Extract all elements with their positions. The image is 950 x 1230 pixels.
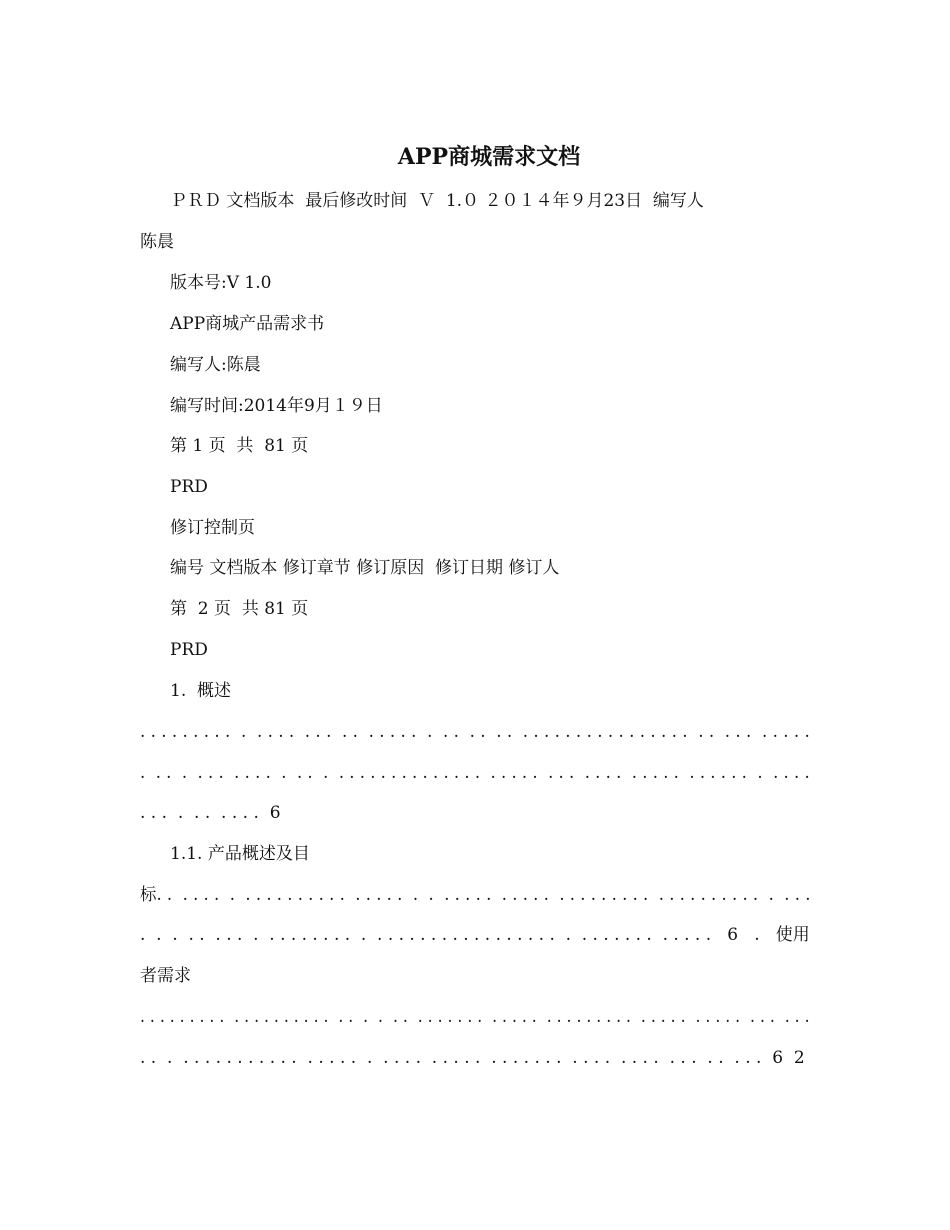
- author-line: 陈晨: [140, 232, 174, 252]
- page-number-line: 第 1 页 共 81 页: [170, 436, 309, 456]
- toc-item: 者需求: [140, 966, 191, 986]
- toc-leader: . . . . . . . . . . . . . . . . . . . . . . . . . . . . . . . . . . . . . . . . . . . . . . . . . . . . . . . . .: [140, 763, 810, 783]
- toc-leader: . . . . . . . . . . . . . . . . . . . . . . . . . . . . . . . . . . . . . . . . . . . . . . . . . . . . 6 2: [140, 1048, 805, 1068]
- toc-heading: 1. 概述: [170, 681, 232, 701]
- toc-subheading: 1.1. 产品概述及目: [170, 844, 310, 864]
- revision-page-heading: 修订控制页: [170, 518, 255, 538]
- doc-name-line: APP商城产品需求书: [170, 314, 325, 334]
- prd-label: PRD: [170, 640, 208, 660]
- version-line: 版本号:V 1.0: [170, 273, 272, 293]
- document-title: APP商城需求文档: [397, 144, 581, 170]
- toc-leader: . . . . . . . . . . . . . . . . . . . . . . . . . . . . . . . . . . . . . . . . . . . . . . . . 6 . 使用: [140, 925, 810, 945]
- page-number-line: 第 2 页 共 81 页: [170, 599, 309, 619]
- write-time-line: 编写时间:2014年9月１９日: [170, 396, 383, 416]
- toc-leader: . . . . . . . . . . . . . . . . . . . . . . . . . . . . . . . . . . . . . . . . . . . . . . . . . . . . . . . . .: [140, 722, 810, 742]
- revision-table-header: 编号 文档版本 修订章节 修订原因 修订日期 修订人: [170, 558, 560, 578]
- toc-leader: 标. . . . . . . . . . . . . . . . . . . . . . . . . . . . . . . . . . . . . . . . . . . . . . . . . . . . . . . . .: [140, 885, 811, 905]
- meta-line: ＰＲＤ 文档版本 最后修改时间 Ｖ 1.０ ２０１４年９月23日 编写人: [170, 191, 704, 211]
- toc-leader: . . . . . . . . . . 6: [140, 803, 281, 823]
- toc-leader: . . . . . . . . . . . . . . . . . . . . . . . . . . . . . . . . . . . . . . . . . . . . . . . . . . . . . . . . . . . . . .: [140, 1007, 810, 1027]
- writer-line: 编写人:陈晨: [170, 355, 261, 375]
- prd-label: PRD: [170, 477, 208, 497]
